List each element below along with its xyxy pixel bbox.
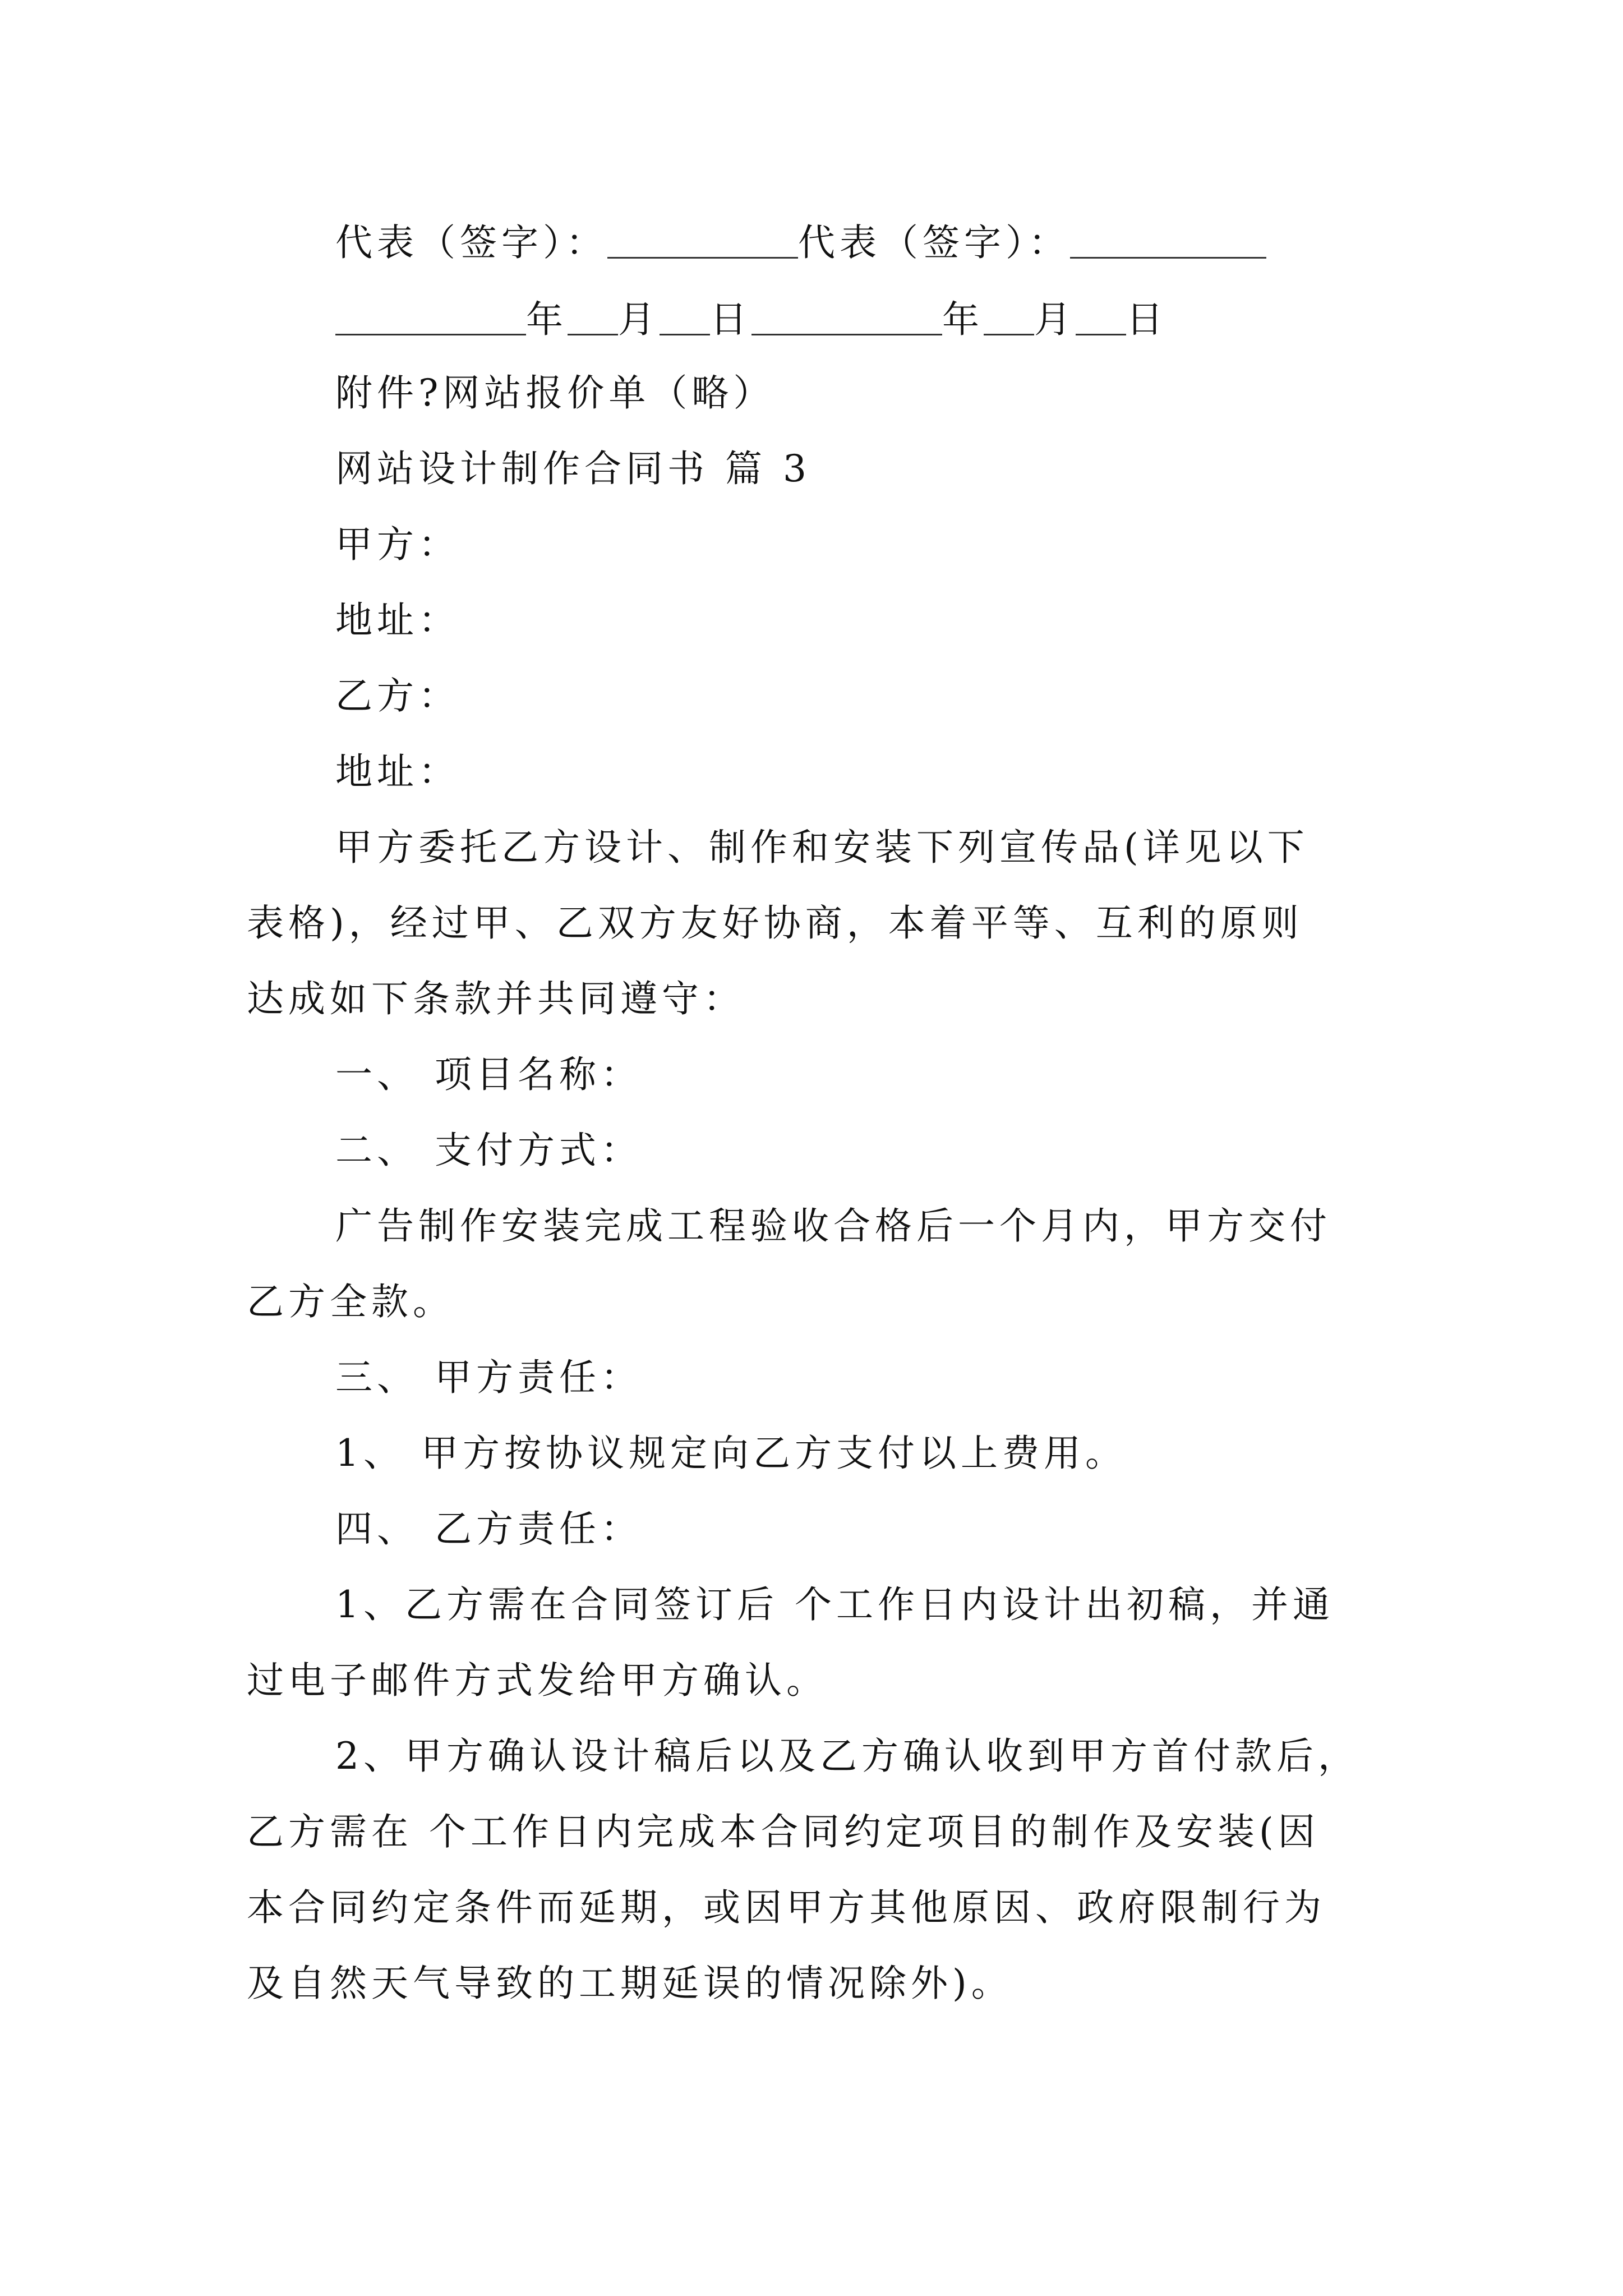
item-1-title: 一、 项目名称： <box>335 1053 642 1096</box>
day-blank-b <box>1076 300 1126 335</box>
item-2-title: 二、 支付方式： <box>335 1129 642 1172</box>
year-label-a: 年 <box>526 298 568 341</box>
year-blank-b <box>751 300 942 335</box>
signature-blank-b <box>1070 223 1266 259</box>
item-4-1-line-2: 过电子邮件方式发给甲方确认。 <box>247 1659 828 1702</box>
address-b-label: 地址： <box>335 750 460 793</box>
representative-label-b: 代表（签字）： <box>798 221 1070 264</box>
year-label-b: 年 <box>942 298 984 341</box>
day-label-b: 日 <box>1126 298 1168 341</box>
day-blank-a <box>660 300 710 335</box>
payment-line-1: 广告制作安装完成工程验收合格后一个月内，甲方交付 <box>335 1204 1331 1248</box>
address-a-label: 地址： <box>335 599 460 642</box>
intro-line-1: 甲方委托乙方设计、制作和安装下列宣传品(详见以下 <box>335 826 1309 869</box>
party-b-label: 乙方： <box>335 674 460 717</box>
item-3-title: 三、 甲方责任： <box>335 1356 642 1399</box>
month-blank-a <box>568 300 618 335</box>
year-blank-a <box>335 300 526 335</box>
payment-line-2: 乙方全款。 <box>247 1280 454 1323</box>
item-4-title: 四、 乙方责任： <box>335 1507 642 1550</box>
party-a-label: 甲方： <box>335 523 460 566</box>
item-4-2-line-1: 2、甲方确认设计稿后以及乙方确认收到甲方首付款后， <box>335 1734 1359 1778</box>
representative-label-a: 代表（签字）： <box>335 221 607 264</box>
item-4-2-line-4: 及自然天气导致的工期延误的情况除外)。 <box>247 1962 1013 2005</box>
month-blank-b <box>984 300 1034 335</box>
month-label-b: 月 <box>1034 298 1076 341</box>
day-label-a: 日 <box>710 298 751 341</box>
month-label-a: 月 <box>618 298 660 341</box>
intro-line-2: 表格)，经过甲、乙双方友好协商，本着平等、互利的原则 <box>247 901 1303 945</box>
item-3-1: 1、 甲方按协议规定向乙方支付以上费用。 <box>335 1432 1127 1475</box>
item-4-2-line-3: 本合同约定条件而延期，或因甲方其他原因、政府限制行为 <box>247 1886 1326 1929</box>
date-row <box>335 298 1168 341</box>
signature-blank-a <box>607 223 798 259</box>
item-4-2-line-2: 乙方需在 个工作日内完成本合同约定项目的制作及安装(因 <box>247 1810 1320 1853</box>
attachment-line: 附件?网站报价单（略） <box>335 371 775 415</box>
intro-line-3: 达成如下条款并共同遵守： <box>247 977 745 1020</box>
signature-row <box>335 221 1266 264</box>
section-title: 网站设计制作合同书 篇 3 <box>335 447 811 490</box>
item-4-1-line-1: 1、乙方需在合同签订后 个工作日内设计出初稿，并通 <box>335 1583 1334 1626</box>
